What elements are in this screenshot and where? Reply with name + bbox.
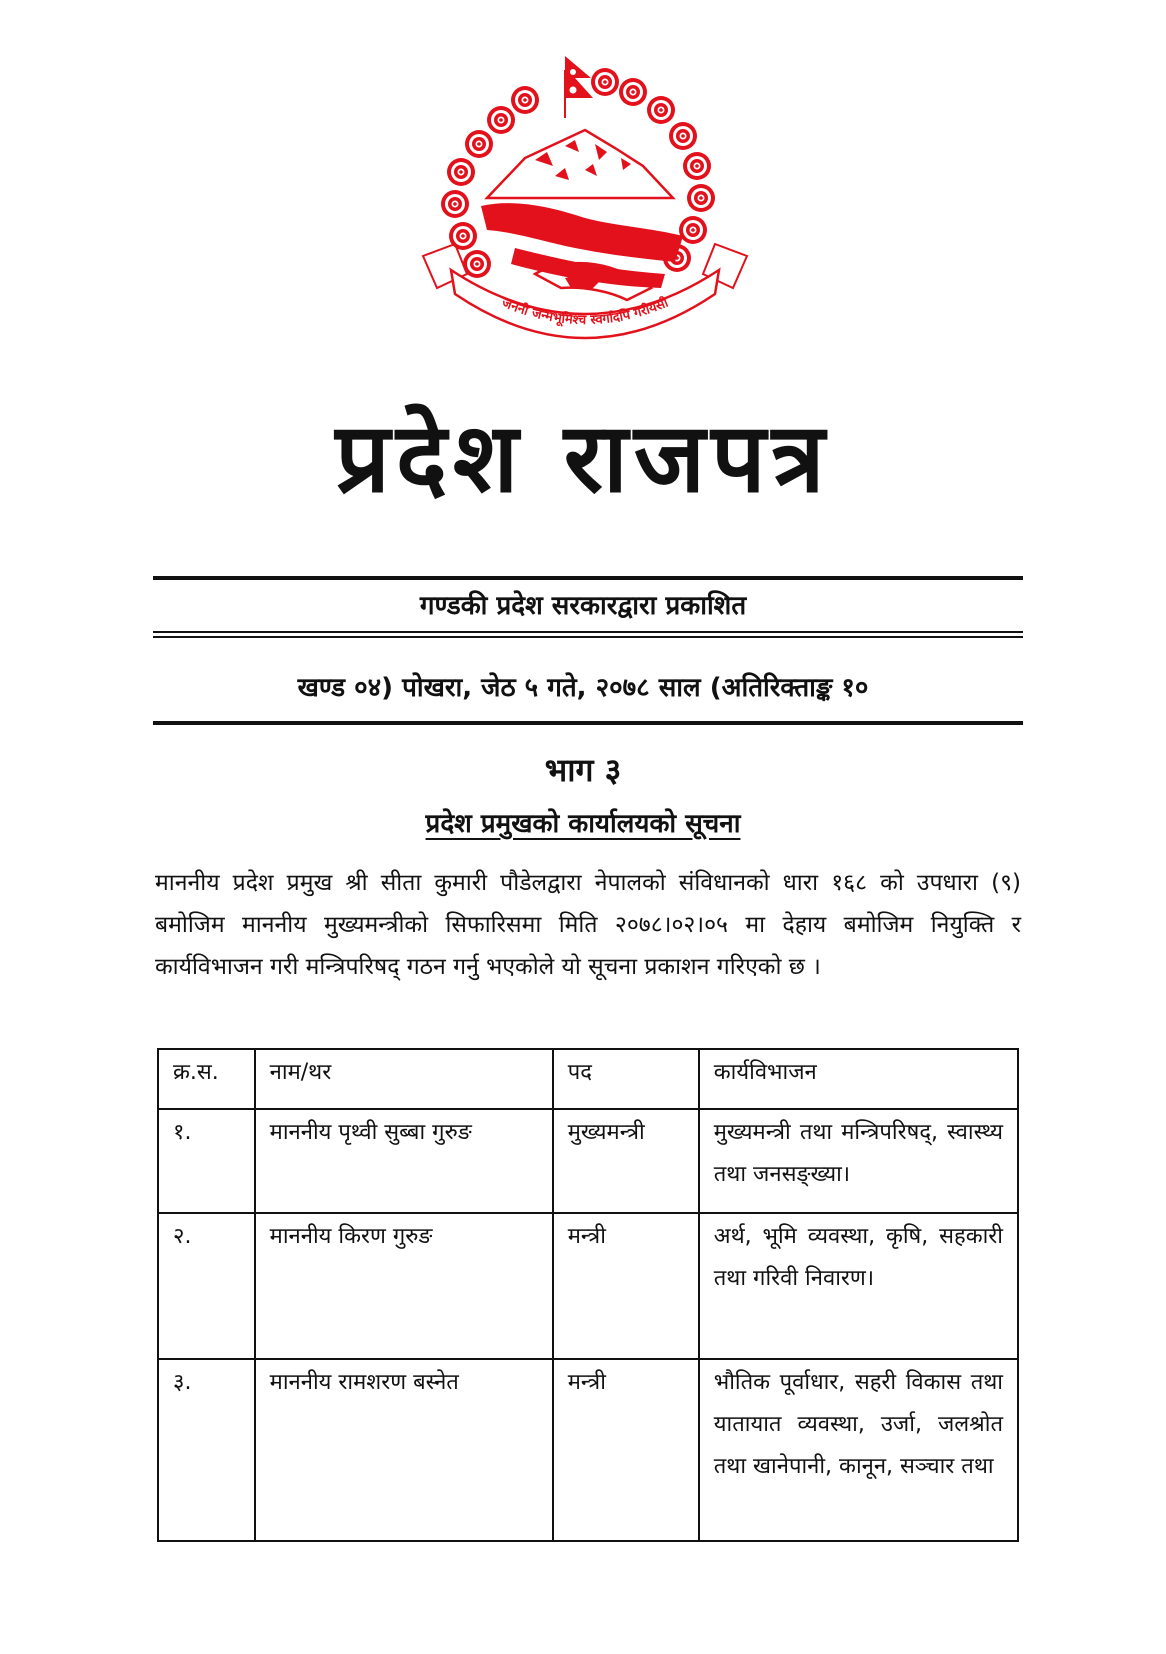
mountains-icon	[487, 130, 673, 198]
gazette-title: प्रदेश राजपत्र	[335, 402, 831, 514]
cell-name: माननीय पृथ्वी सुब्बा गुरुङ	[255, 1109, 553, 1213]
cell-serial: १.	[158, 1109, 255, 1213]
cell-portfolio: अर्थ, भूमि व्यवस्था, कृषि, सहकारी तथा गरिवी निवारण।	[699, 1213, 1018, 1359]
header-name: नाम/थर	[255, 1049, 553, 1109]
double-rule-upper	[153, 631, 1023, 633]
cell-serial: ३.	[158, 1359, 255, 1541]
header-portfolio: कार्यविभाजन	[699, 1049, 1018, 1109]
national-emblem	[415, 48, 755, 348]
cell-portfolio: भौतिक पूर्वाधार, सहरी विकास तथा यातायात व्यवस्था, उर्जा, जलश्रोत तथा खानेपानी, कानून, सञ्चार तथा	[699, 1359, 1018, 1541]
cell-portfolio: मुख्यमन्त्री तथा मन्त्रिपरिषद्, स्वास्थ्य तथा जनसङ्ख्या।	[699, 1109, 1018, 1213]
header-post: पद	[553, 1049, 699, 1109]
cell-name: माननीय किरण गुरुङ	[255, 1213, 553, 1359]
cell-post: मुख्यमन्त्री	[553, 1109, 699, 1213]
flag-icon	[565, 56, 593, 118]
part-heading: भाग ३	[544, 751, 622, 789]
bottom-rule	[153, 721, 1023, 725]
table-header-row	[158, 1049, 1018, 1109]
svg-text:जननी जन्मभूमिश्च स्वर्गादपि गर: जननी जन्मभूमिश्च स्वर्गादपि गरीयसी	[499, 295, 671, 329]
table-row	[158, 1213, 1018, 1359]
cell-post: मन्त्री	[553, 1213, 699, 1359]
issue-line: खण्ड ०४) पोखरा, जेठ ५ गते, २०७८ साल (अतिरिक्ताङ्क १०	[297, 673, 869, 703]
cell-post: मन्त्री	[553, 1359, 699, 1541]
table-row	[158, 1359, 1018, 1541]
top-rule	[153, 576, 1023, 580]
cell-serial: २.	[158, 1213, 255, 1359]
publisher-line: गण्डकी प्रदेश सरकारद्वारा प्रकाशित	[419, 591, 747, 621]
notice-body: माननीय प्रदेश प्रमुख श्री सीता कुमारी पौडेलद्वारा नेपालको संविधानको धारा १६८ को उपधारा (९) बमोजिम माननीय मुख्यमन्त्रीको सिफारिसमा मिति २०७८।०२।०५ मा देहाय बमोजिम नियुक्ति र कार्यविभाजन गरी मन्त्रिपरिषद् गठन गर्नु भएकोले यो सूचना प्रकाशन गरिएको छ ।	[155, 870, 1021, 980]
cell-name: माननीय रामशरण बस्नेत	[255, 1359, 553, 1541]
table-row	[158, 1109, 1018, 1213]
council-of-ministers-table	[157, 1048, 1019, 1542]
header-serial: क्र.स.	[158, 1049, 255, 1109]
notice-title: प्रदेश प्रमुखको कार्यालयको सूचना	[425, 809, 741, 839]
double-rule-lower	[153, 636, 1023, 638]
